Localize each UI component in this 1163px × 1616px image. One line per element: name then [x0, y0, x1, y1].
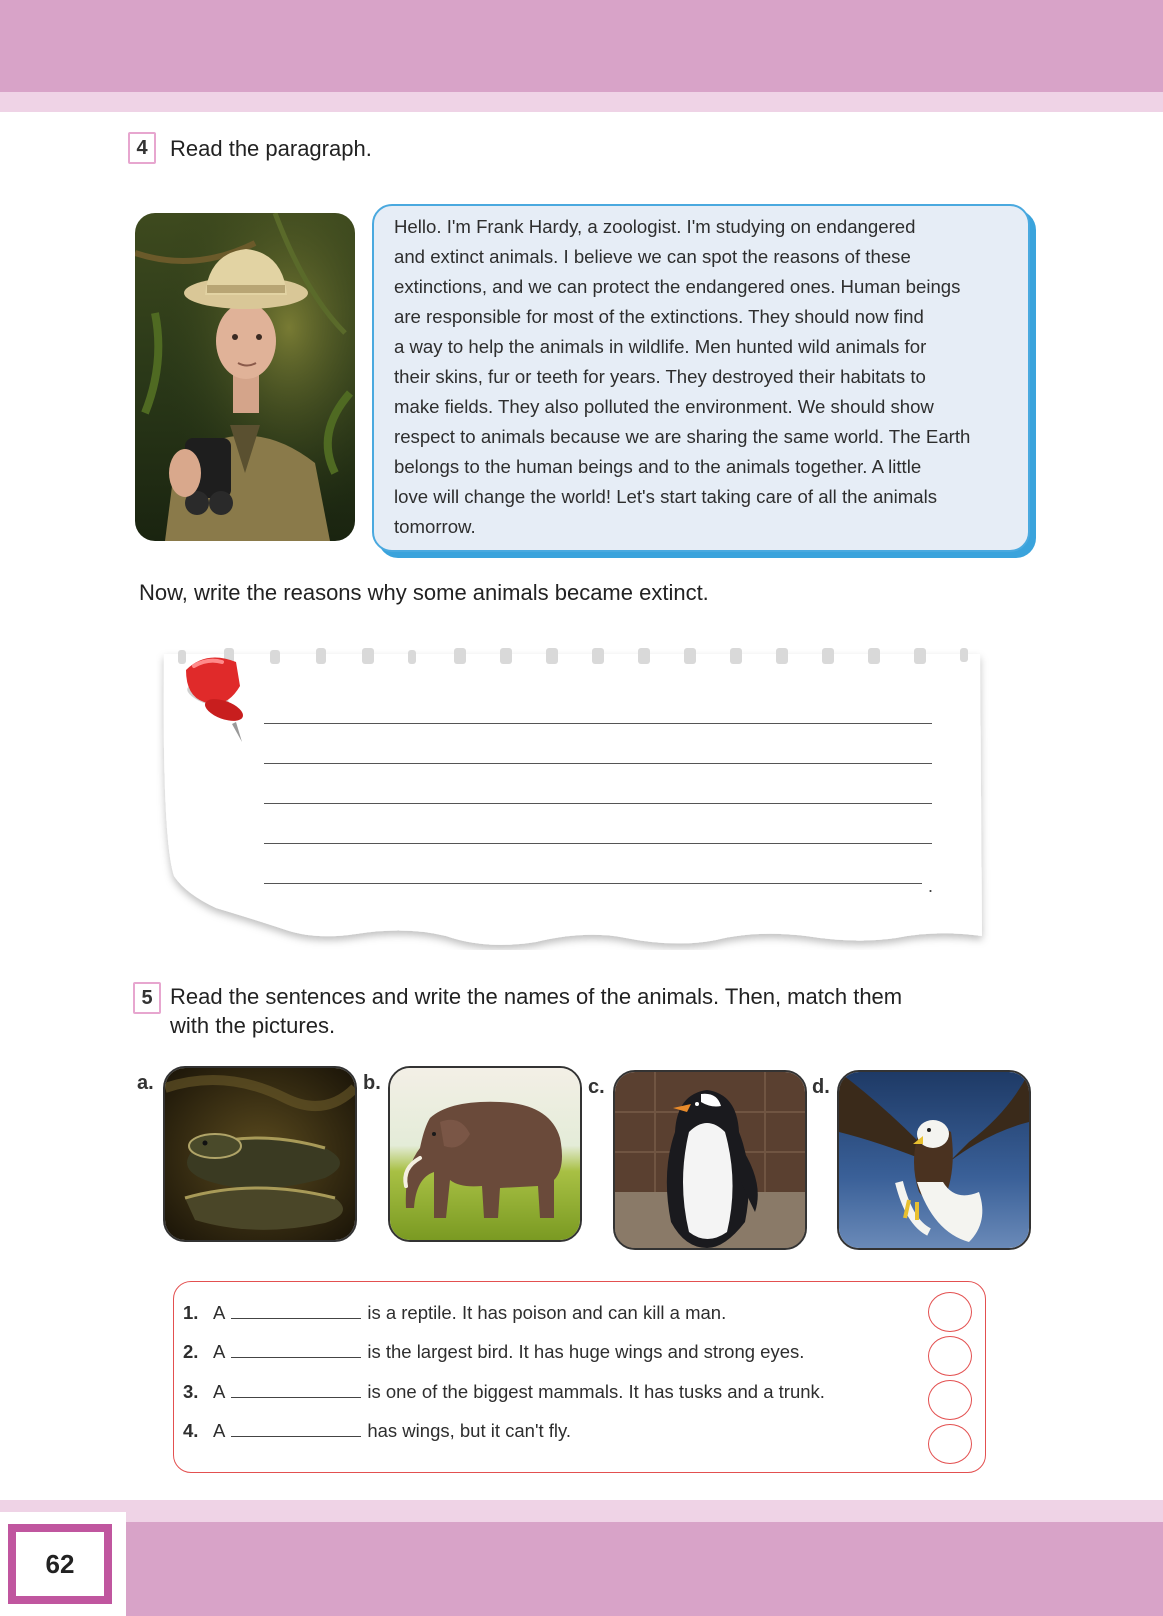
task-5-title-line-2: with the pictures. [170, 1013, 336, 1038]
fill-blank-4[interactable] [231, 1420, 361, 1437]
top-header-stripe [0, 92, 1163, 112]
sentence-number: 3. [183, 1381, 199, 1402]
sentence-text: has wings, but it can't fly. [367, 1420, 572, 1441]
paragraph-line: Hello. I'm Frank Hardy, a zoologist. I'm studying on endangered [394, 216, 916, 237]
match-circle-3[interactable] [928, 1380, 972, 1420]
answer-line-5[interactable] [264, 883, 922, 884]
answer-line-3[interactable] [264, 803, 932, 804]
answer-line-2[interactable] [264, 763, 932, 764]
elephant-picture[interactable] [388, 1066, 582, 1242]
answer-line-1[interactable] [264, 723, 932, 724]
sentence-article: A [213, 1381, 226, 1402]
sentence-text: is one of the biggest mammals. It has tusks and a trunk. [367, 1381, 825, 1402]
sentence-4 [183, 1420, 571, 1442]
paragraph-line: are responsible for most of the extinctions. They should now find [394, 306, 924, 327]
sentence-text: is a reptile. It has poison and can kill a man. [367, 1302, 727, 1323]
paragraph-line: and extinct animals. I believe we can spot the reasons of these [394, 246, 911, 267]
paragraph-line: tomorrow. [394, 516, 476, 537]
paragraph-line: respect to animals because we are sharing the same world. The Earth [394, 426, 971, 447]
fill-blank-1[interactable] [231, 1302, 361, 1319]
eagle-picture[interactable] [837, 1070, 1031, 1250]
paragraph-line: belongs to the human beings and to the animals together. A little [394, 456, 922, 477]
sentence-article: A [213, 1341, 226, 1362]
match-circle-4[interactable] [928, 1424, 972, 1464]
match-circle-1[interactable] [928, 1292, 972, 1332]
task-4-title: Read the paragraph. [170, 136, 372, 161]
sentence-number: 1. [183, 1302, 199, 1323]
task-number-5: 5 [133, 982, 161, 1014]
sentence-text: is the largest bird. It has huge wings and strong eyes. [367, 1341, 805, 1362]
picture-label-c: c. [588, 1076, 605, 1098]
paragraph-line: a way to help the animals in wildlife. Men hunted wild animals for [394, 336, 927, 357]
final-period: . [928, 876, 934, 896]
sentence-number: 4. [183, 1420, 199, 1441]
task-4-instruction: Now, write the reasons why some animals became extinct. [139, 580, 709, 605]
footer-band [0, 1522, 1163, 1616]
penguin-picture[interactable] [613, 1070, 807, 1250]
paragraph-line: extinctions, and we can protect the endangered ones. Human beings [394, 276, 961, 297]
task-5-title-line-1: Read the sentences and write the names of the animals. Then, match them [170, 984, 903, 1009]
sentence-1 [183, 1302, 726, 1324]
sentence-number: 2. [183, 1341, 199, 1362]
snake-picture[interactable] [163, 1066, 357, 1242]
note-paper [156, 640, 996, 950]
footer-stripe [0, 1500, 1163, 1522]
zoologist-photo [135, 213, 355, 541]
answer-line-4[interactable] [264, 843, 932, 844]
sentence-2 [183, 1341, 804, 1363]
page-number-container [0, 1512, 126, 1616]
picture-label-a: a. [137, 1072, 154, 1094]
sentence-article: A [213, 1420, 226, 1441]
paragraph-line: love will change the world! Let's start taking care of all the animals [394, 486, 938, 507]
task-number-4: 4 [128, 132, 156, 164]
paragraph-line: their skins, fur or teeth for years. They destroyed their habitats to [394, 366, 926, 387]
sentence-article: A [213, 1302, 226, 1323]
top-header-band [0, 0, 1163, 92]
picture-label-d: d. [812, 1076, 830, 1098]
paragraph-line: make fields. They also polluted the environment. We should show [394, 396, 934, 417]
fill-blank-3[interactable] [231, 1381, 361, 1398]
sentence-3 [183, 1381, 825, 1403]
fill-blank-2[interactable] [231, 1341, 361, 1358]
match-circle-2[interactable] [928, 1336, 972, 1376]
paragraph-box [372, 204, 1030, 552]
page-number: 62 [8, 1524, 112, 1604]
picture-label-b: b. [363, 1072, 381, 1094]
